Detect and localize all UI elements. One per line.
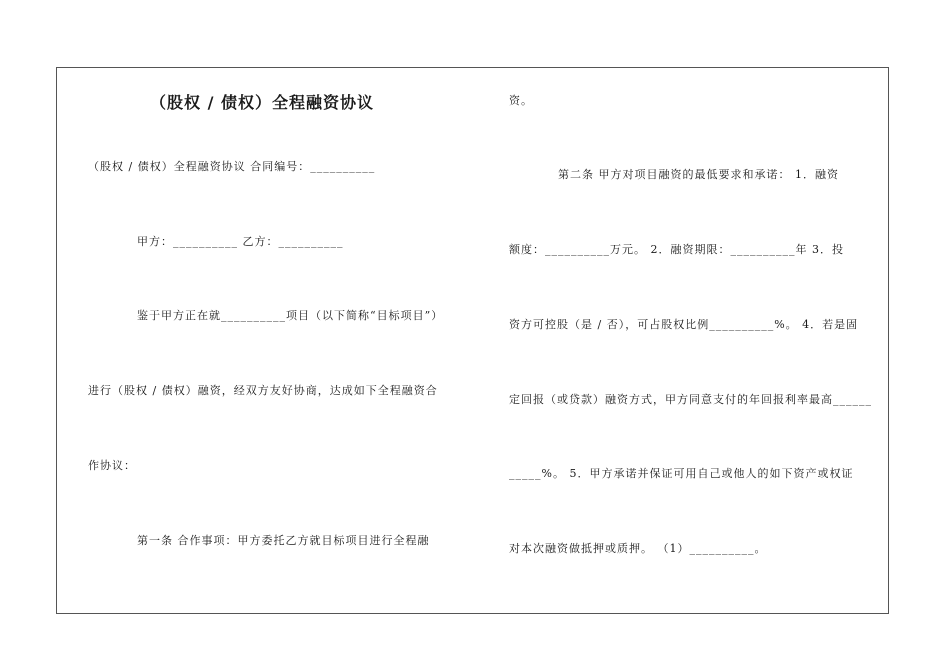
article-one-line: 第一条 合作事项：甲方委托乙方就目标项目进行全程融 bbox=[137, 534, 430, 547]
paragraph-line: 定回报（或贷款）融资方式，甲方同意支付的年回报利率最高______ bbox=[509, 393, 872, 406]
paragraph-line: _____%。 5．甲方承诺并保证可用自己或他人的如下资产或权证 bbox=[509, 467, 854, 480]
contract-header-line: （股权 / 债权）全程融资协议 合同编号：__________ bbox=[88, 160, 376, 173]
paragraph-line: 资。 bbox=[509, 94, 533, 107]
paragraph-line: 作协议： bbox=[88, 459, 136, 472]
paragraph-line: 鉴于甲方正在就__________项目（以下简称“目标项目”） bbox=[137, 309, 444, 322]
document-title: （股权 / 债权）全程融资协议 bbox=[150, 93, 374, 112]
document-page-frame bbox=[56, 67, 889, 614]
paragraph-line: 额度：__________万元。 2．融资期限：__________年 3．投 bbox=[509, 243, 844, 256]
article-two-line: 第二条 甲方对项目融资的最低要求和承诺： 1．融资 bbox=[558, 168, 839, 181]
paragraph-line: 进行（股权 / 债权）融资，经双方友好协商，达成如下全程融资合 bbox=[88, 384, 438, 397]
parties-line: 甲方：__________ 乙方：__________ bbox=[137, 235, 344, 248]
paragraph-line: 资方可控股（是 / 否），可占股权比例__________%。 4．若是固 bbox=[509, 318, 859, 331]
paragraph-line: 对本次融资做抵押或质押。 （1）__________。 bbox=[509, 542, 767, 555]
